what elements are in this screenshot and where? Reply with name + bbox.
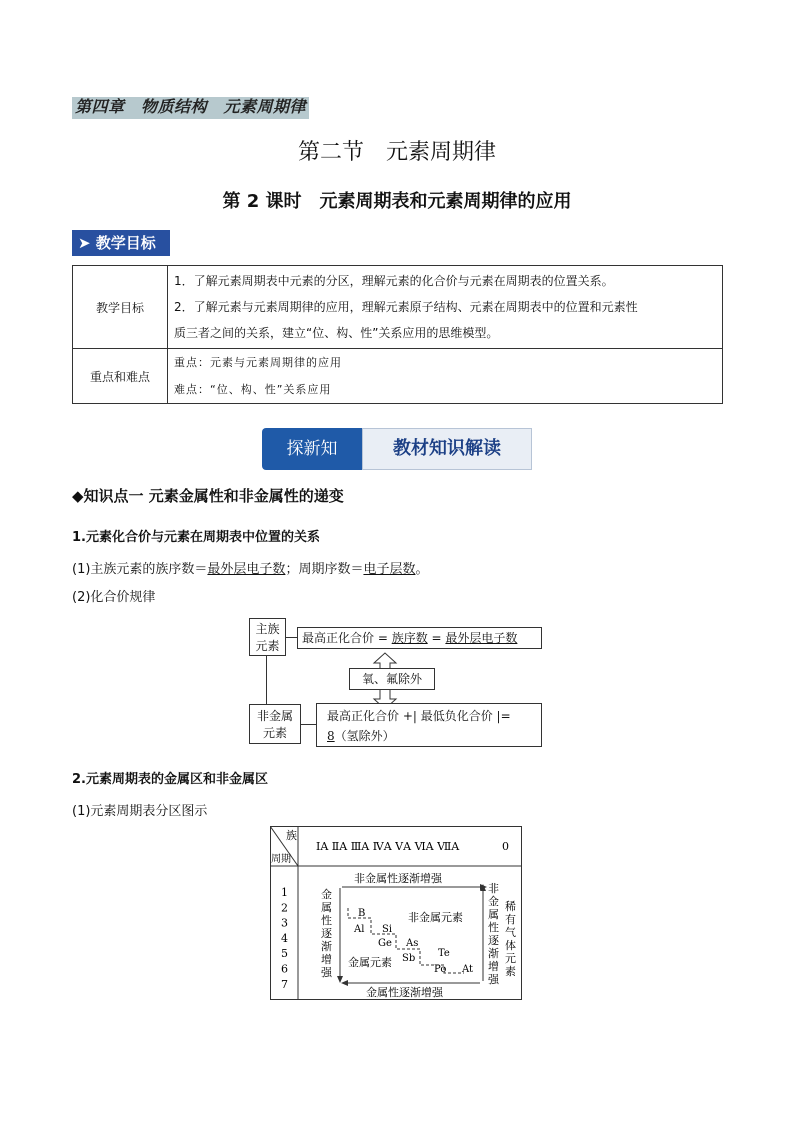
label: 元素 — [262, 726, 287, 740]
focus-difficulty: 难点：“位、构、性”关系应用 — [174, 383, 332, 396]
text: ；周期序数＝ — [285, 562, 364, 577]
knowledge-point-title: ◆知识点一 元素金属性和非金属性的递变 — [72, 487, 344, 505]
objectives-head: 教学目标 — [73, 266, 168, 349]
left-vertical-label — [321, 887, 333, 979]
new-knowledge-banner — [262, 428, 532, 470]
blank-answer: 最外层电子数 — [445, 631, 518, 645]
element-Al: Al — [354, 924, 365, 935]
text: 。 — [415, 562, 429, 577]
left-vertical-char: 金 — [321, 888, 332, 901]
textbook-interpretation-tag: 教材知识解读 — [362, 428, 532, 470]
element-As: As — [406, 938, 419, 949]
element-Te: Te — [438, 948, 450, 959]
right-vertical-char: 属 — [488, 908, 499, 921]
noble-gas-label — [505, 899, 516, 978]
left-vertical-char: 增 — [321, 953, 332, 966]
noble-gas-char: 体 — [505, 939, 516, 952]
objective-line-2: 2．了解元素与元素周期律的应用，理解元素原子结构、元素在周期表中的位置和元素性 — [174, 300, 638, 314]
left-vertical-char: 逐 — [321, 927, 332, 940]
right-vertical-label — [488, 881, 500, 986]
objective-line-3: 质三者之间的关系，建立“位、构、性”关系应用的思维模型。 — [174, 326, 499, 340]
text: 最高正化合价 = — [302, 631, 392, 645]
right-vertical-char: 强 — [488, 973, 499, 986]
bottom-arrow-label: 金属性逐渐增强 — [366, 986, 443, 999]
exception-box: 氧、氟除外 — [349, 668, 435, 690]
text: （氢除外） — [334, 729, 395, 743]
right-vertical-char: 增 — [488, 960, 499, 973]
element-At: At — [462, 964, 474, 975]
left-vertical-char: 渐 — [321, 940, 332, 953]
period-number-char: 1 — [281, 886, 288, 899]
chapter-heading: 第四章 物质结构 元素周期律 — [72, 97, 309, 119]
text — [327, 726, 541, 746]
period-number-char: 6 — [281, 962, 288, 976]
objectives-banner: ➤ 教学目标 — [72, 230, 170, 256]
label: 主族 — [255, 622, 280, 636]
noble-gas-char: 有 — [505, 913, 516, 926]
paragraph-group-period — [72, 558, 428, 577]
objectives-table — [72, 265, 723, 404]
group-labels: ⅠA ⅡA ⅢA ⅣA ⅤA ⅥA ⅦA — [316, 840, 460, 853]
corner-bottom: 周期 — [271, 854, 291, 865]
period-number-char: 4 — [281, 931, 288, 945]
blank-answer: 最外层电子数 — [207, 562, 286, 577]
element-Ge: Ge — [378, 938, 392, 949]
period-number-char: 7 — [281, 977, 288, 991]
focus-content — [168, 349, 723, 404]
noble-gas-char: 气 — [505, 926, 516, 939]
blank-answer: 族序数 — [391, 631, 428, 645]
paragraph-valence-rule: (2)化合价规律 — [72, 590, 156, 605]
noble-gas-char: 稀 — [505, 900, 516, 913]
subheading-2: 2.元素周期表的金属区和非金属区 — [72, 772, 268, 787]
subheading-1: 1.元素化合价与元素在周期表中位置的关系 — [72, 530, 320, 545]
blank-answer: 电子层数 — [363, 562, 416, 577]
objective-line-1: 1．了解元素周期表中元素的分区，理解元素的化合价与元素在周期表的位置关系。 — [174, 274, 614, 288]
focus-head: 重点和难点 — [73, 349, 168, 404]
new-knowledge-tag: 探新知 — [262, 428, 362, 470]
element-B: B — [358, 908, 366, 919]
label: 非金属 — [256, 709, 293, 723]
valence-sum-box — [316, 703, 542, 747]
max-valence-box — [297, 627, 542, 649]
top-arrow-label: 非金属性逐渐增强 — [354, 872, 442, 885]
left-vertical-char: 属 — [321, 901, 332, 914]
noble-gas-char: 素 — [505, 965, 516, 978]
main-group-box — [249, 618, 286, 656]
connector-line — [266, 656, 267, 706]
element-Sb: Sb — [402, 953, 416, 964]
lesson-title: 第 2 课时 元素周期表和元素周期律的应用 — [222, 191, 572, 212]
noble-gas-char: 元 — [505, 952, 516, 965]
right-vertical-char: 渐 — [488, 947, 499, 960]
objectives-content — [168, 266, 723, 349]
left-vertical-char: 性 — [321, 914, 332, 927]
period-number-char: 2 — [281, 901, 288, 915]
periodic-zone-diagram — [270, 826, 522, 1001]
focus-key: 重点：元素与元素周期律的应用 — [174, 356, 342, 369]
text: = — [427, 631, 446, 645]
text: (1)主族元素的族序数＝ — [72, 562, 208, 577]
period-number-char: 3 — [281, 916, 288, 930]
element-Si: Si — [382, 924, 393, 935]
right-vertical-char: 金 — [488, 895, 499, 908]
blank-answer: 8 — [327, 729, 335, 743]
section-title: 第二节 元素周期律 — [297, 140, 496, 165]
left-vertical-char: 强 — [321, 966, 332, 979]
right-vertical-char: 非 — [488, 882, 499, 895]
text: 最高正化合价 +| 最低负化合价 |= — [327, 709, 511, 723]
right-vertical-char: 逐 — [488, 934, 499, 947]
connector-line — [301, 724, 317, 725]
element-Po: Po — [434, 964, 447, 975]
period-number-char: 5 — [281, 947, 288, 961]
nonmetal-box — [249, 704, 301, 744]
metal-zone-label: 金属元素 — [348, 956, 392, 969]
label: 元素 — [255, 639, 280, 653]
right-vertical-char: 性 — [488, 921, 499, 934]
nonmetal-zone-label: 非金属元素 — [408, 911, 463, 924]
corner-top: 族 — [286, 829, 297, 842]
paragraph-zone-diagram: (1)元素周期表分区图示 — [72, 804, 208, 819]
group-zero: 0 — [502, 840, 509, 853]
period-numbers — [281, 886, 288, 991]
